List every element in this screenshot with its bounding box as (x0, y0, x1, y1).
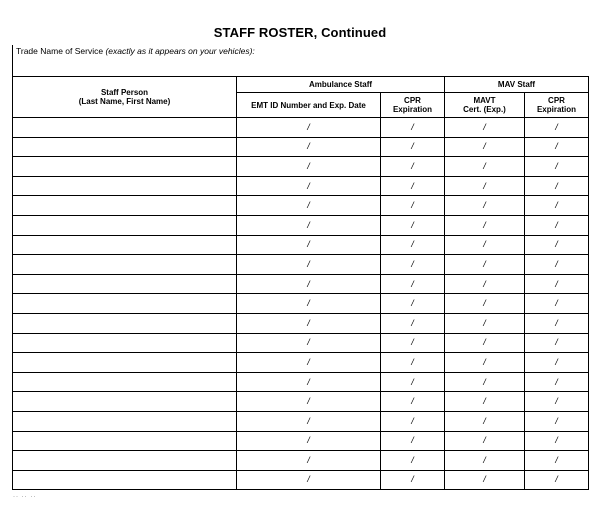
staff-person-cell[interactable] (13, 470, 237, 490)
emt-id-cell[interactable]: / (237, 176, 381, 196)
trade-name-field[interactable] (12, 45, 588, 76)
table-row (13, 157, 589, 177)
cpr-expiration-cell[interactable]: / (381, 137, 445, 157)
emt-id-cell[interactable]: / (237, 372, 381, 392)
emt-id-cell[interactable]: / (237, 470, 381, 490)
emt-id-cell[interactable]: / (237, 294, 381, 314)
mavt-cert-cell[interactable]: / (445, 196, 525, 216)
cpr-expiration-cell[interactable]: / (381, 215, 445, 235)
mav-cpr-expiration-cell[interactable]: / (525, 215, 589, 235)
mav-cpr-expiration-header: CPR Expiration (525, 93, 589, 118)
mav-cpr-expiration-cell[interactable]: / (525, 118, 589, 138)
table-row (13, 392, 589, 412)
emt-id-cell[interactable]: / (237, 333, 381, 353)
cpr-expiration-cell[interactable]: / (381, 411, 445, 431)
table-row (13, 294, 589, 314)
staff-person-cell[interactable] (13, 392, 237, 412)
emt-id-cell[interactable]: / (237, 274, 381, 294)
staff-person-cell[interactable] (13, 118, 237, 138)
staff-person-cell[interactable] (13, 157, 237, 177)
mavt-cert-cell[interactable]: / (445, 392, 525, 412)
cpr-expiration-cell[interactable]: / (381, 431, 445, 451)
table-row (13, 372, 589, 392)
staff-person-header: Staff Person (Last Name, First Name) (13, 77, 237, 118)
emt-id-cell[interactable]: / (237, 215, 381, 235)
header-row-groups (13, 77, 589, 93)
table-row (13, 235, 589, 255)
mavt-cert-cell[interactable]: / (445, 137, 525, 157)
staff-person-cell[interactable] (13, 294, 237, 314)
mavt-cert-cell[interactable]: / (445, 176, 525, 196)
table-row (13, 411, 589, 431)
emt-id-cell[interactable]: / (237, 235, 381, 255)
mav-cpr-expiration-cell[interactable]: / (525, 235, 589, 255)
staff-person-cell[interactable] (13, 255, 237, 275)
mavt-cert-cell[interactable]: / (445, 451, 525, 471)
mavt-cert-header: MAVT Cert. (Exp.) (445, 93, 525, 118)
cpr-expiration-cell[interactable]: / (381, 353, 445, 373)
mavt-cert-cell[interactable]: / (445, 215, 525, 235)
staff-person-cell[interactable] (13, 353, 237, 373)
trade-name-label: Trade Name of Service (exactly as it appears on your vehicles): (16, 46, 255, 56)
cpr-expiration-cell[interactable]: / (381, 313, 445, 333)
mav-cpr-expiration-cell[interactable]: / (525, 294, 589, 314)
cpr-expiration-cell[interactable]: / (381, 372, 445, 392)
cpr-expiration-cell[interactable]: / (381, 333, 445, 353)
staff-person-cell[interactable] (13, 235, 237, 255)
table-row (13, 196, 589, 216)
mavt-cert-cell[interactable]: / (445, 313, 525, 333)
mav-staff-header: MAV Staff (445, 77, 589, 93)
table-row (13, 333, 589, 353)
mav-cpr-expiration-cell[interactable]: / (525, 137, 589, 157)
staff-person-cell[interactable] (13, 333, 237, 353)
table-row (13, 255, 589, 275)
emt-id-cell[interactable]: / (237, 451, 381, 471)
staff-person-cell[interactable] (13, 313, 237, 333)
footer-mark: ·· ·· ·· (13, 494, 37, 500)
emt-id-cell[interactable]: / (237, 137, 381, 157)
mavt-cert-cell[interactable]: / (445, 118, 525, 138)
mav-cpr-expiration-cell[interactable]: / (525, 392, 589, 412)
cpr-expiration-cell[interactable]: / (381, 196, 445, 216)
emt-id-cell[interactable]: / (237, 353, 381, 373)
staff-person-cell[interactable] (13, 451, 237, 471)
ambulance-staff-header: Ambulance Staff (237, 77, 445, 93)
table-row (13, 118, 589, 138)
mav-cpr-expiration-cell[interactable]: / (525, 255, 589, 275)
cpr-expiration-cell[interactable]: / (381, 157, 445, 177)
emt-id-cell[interactable]: / (237, 196, 381, 216)
mavt-cert-cell[interactable]: / (445, 235, 525, 255)
mavt-cert-cell[interactable]: / (445, 274, 525, 294)
cpr-expiration-cell[interactable]: / (381, 294, 445, 314)
emt-id-cell[interactable]: / (237, 255, 381, 275)
staff-person-cell[interactable] (13, 215, 237, 235)
mav-cpr-expiration-cell[interactable]: / (525, 333, 589, 353)
mavt-cert-cell[interactable]: / (445, 294, 525, 314)
table-row (13, 215, 589, 235)
mavt-cert-cell[interactable]: / (445, 353, 525, 373)
emt-id-cell[interactable]: / (237, 392, 381, 412)
mavt-cert-cell[interactable]: / (445, 255, 525, 275)
staff-person-cell[interactable] (13, 137, 237, 157)
emt-id-cell[interactable]: / (237, 411, 381, 431)
emt-id-cell[interactable]: / (237, 431, 381, 451)
mav-cpr-expiration-cell[interactable]: / (525, 431, 589, 451)
table-row (13, 451, 589, 471)
table-row (13, 353, 589, 373)
cpr-expiration-cell[interactable]: / (381, 255, 445, 275)
cpr-expiration-cell[interactable]: / (381, 392, 445, 412)
mav-cpr-expiration-cell[interactable]: / (525, 274, 589, 294)
mav-cpr-expiration-cell[interactable]: / (525, 313, 589, 333)
mav-cpr-expiration-cell[interactable]: / (525, 196, 589, 216)
table-row (13, 137, 589, 157)
staff-person-cell[interactable] (13, 274, 237, 294)
mavt-cert-cell[interactable]: / (445, 431, 525, 451)
mav-cpr-expiration-cell[interactable]: / (525, 157, 589, 177)
table-row (13, 431, 589, 451)
staff-person-cell[interactable] (13, 196, 237, 216)
staff-roster-table (12, 76, 589, 490)
mavt-cert-cell[interactable]: / (445, 411, 525, 431)
mav-cpr-expiration-cell[interactable]: / (525, 470, 589, 490)
cpr-expiration-cell[interactable]: / (381, 451, 445, 471)
mavt-cert-cell[interactable]: / (445, 157, 525, 177)
cpr-expiration-cell[interactable]: / (381, 235, 445, 255)
emt-id-cell[interactable]: / (237, 313, 381, 333)
mavt-cert-cell[interactable]: / (445, 470, 525, 490)
table-row (13, 470, 589, 490)
cpr-expiration-cell[interactable]: / (381, 118, 445, 138)
table-row (13, 274, 589, 294)
cpr-expiration-cell[interactable]: / (381, 176, 445, 196)
table-row (13, 176, 589, 196)
table-row (13, 313, 589, 333)
staff-person-cell[interactable] (13, 411, 237, 431)
mav-cpr-expiration-cell[interactable]: / (525, 372, 589, 392)
mavt-cert-cell[interactable]: / (445, 333, 525, 353)
emt-id-header: EMT ID Number and Exp. Date (237, 93, 381, 118)
mav-cpr-expiration-cell[interactable]: / (525, 176, 589, 196)
mav-cpr-expiration-cell[interactable]: / (525, 411, 589, 431)
cpr-expiration-header: CPR Expiration (381, 93, 445, 118)
mav-cpr-expiration-cell[interactable]: / (525, 451, 589, 471)
mav-cpr-expiration-cell[interactable]: / (525, 353, 589, 373)
mavt-cert-cell[interactable]: / (445, 372, 525, 392)
cpr-expiration-cell[interactable]: / (381, 470, 445, 490)
staff-person-cell[interactable] (13, 176, 237, 196)
staff-person-cell[interactable] (13, 431, 237, 451)
emt-id-cell[interactable]: / (237, 157, 381, 177)
staff-person-cell[interactable] (13, 372, 237, 392)
page-title: STAFF ROSTER, Continued (213, 25, 387, 40)
emt-id-cell[interactable]: / (237, 118, 381, 138)
cpr-expiration-cell[interactable]: / (381, 274, 445, 294)
